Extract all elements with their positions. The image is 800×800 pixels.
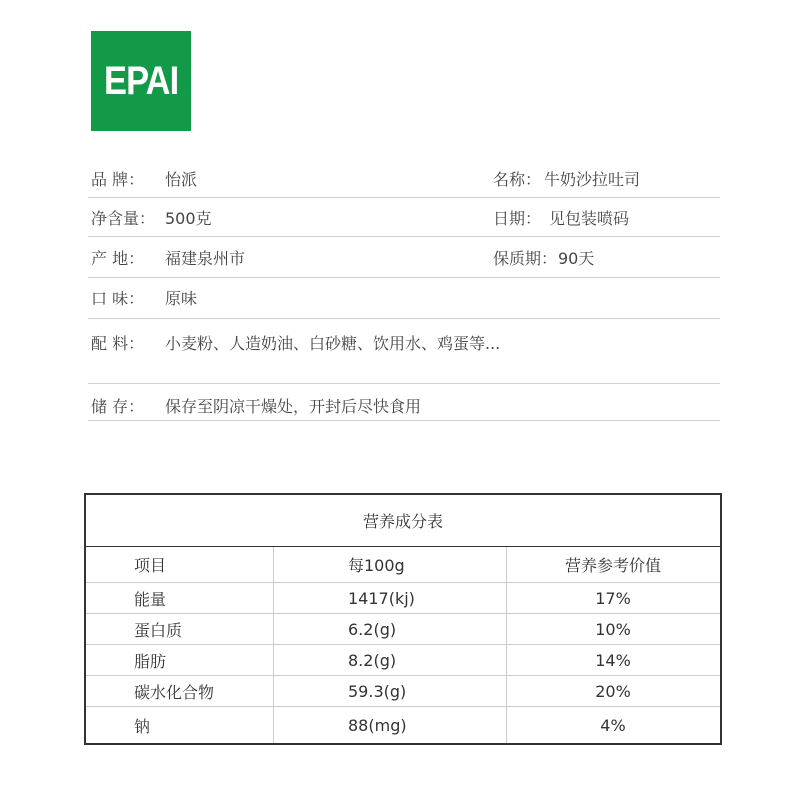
nutrient-nrv: 17% (595, 588, 631, 608)
net-label: 净含量： (91, 209, 156, 228)
nutrient-nrv: 10% (595, 619, 631, 639)
divider (88, 318, 720, 319)
table-row (86, 583, 720, 614)
nutrient-amount: 59.3(g) (348, 681, 407, 701)
table-row (86, 707, 720, 743)
origin-value: 福建泉州市 (165, 249, 246, 268)
flavor-label: 口 味： (91, 289, 145, 308)
nutrient-amount: 8.2(g) (348, 650, 397, 670)
table-row (86, 614, 720, 645)
date-label: 日期： (493, 209, 542, 228)
ingredients-label: 配 料： (91, 334, 145, 353)
nutrient-amount: 88(mg) (348, 715, 407, 735)
logo-text: EPAI (103, 58, 179, 103)
ingredients-value: 小麦粉、人造奶油、白砂糖、饮用水、鸡蛋等... (165, 334, 501, 353)
divider (88, 420, 720, 421)
nutrient-name: 碳水化合物 (134, 682, 215, 702)
divider (88, 236, 720, 237)
net-value: 500克 (165, 209, 212, 228)
divider (88, 277, 720, 278)
nutrition-title: 营养成分表 (86, 495, 720, 547)
origin-label: 产 地： (91, 249, 145, 268)
storage-label: 储 存： (91, 397, 145, 416)
header-per-100g: 每100g (348, 556, 405, 575)
table-row (86, 676, 720, 707)
nutrient-nrv: 20% (595, 681, 631, 701)
nutrient-amount: 6.2(g) (348, 619, 397, 639)
nutrient-nrv: 14% (595, 650, 631, 670)
brand-value: 怡派 (165, 170, 198, 189)
table-row (86, 645, 720, 676)
nutrient-nrv: 4% (600, 715, 626, 735)
nutrient-name: 蛋白质 (134, 620, 183, 640)
flavor-value: 原味 (165, 289, 198, 308)
shelf-value: 90天 (558, 249, 595, 268)
name-value: 牛奶沙拉吐司 (544, 170, 641, 189)
nutrient-name: 能量 (134, 589, 167, 609)
column-divider (506, 547, 507, 743)
divider (88, 383, 720, 384)
brand-logo (91, 31, 191, 131)
header-nrv: 营养参考价值 (564, 556, 661, 575)
nutrient-name: 钠 (134, 716, 151, 736)
nutrient-name: 脂肪 (134, 651, 167, 671)
nutrient-amount: 1417(kj) (348, 588, 415, 608)
divider (88, 197, 720, 198)
nutrition-table (84, 493, 722, 745)
date-value: 见包装喷码 (549, 209, 630, 228)
brand-label: 品 牌： (91, 170, 145, 189)
shelf-label: 保质期： (493, 249, 558, 268)
header-item: 项目 (134, 556, 167, 575)
name-label: 名称： (493, 170, 542, 189)
storage-value: 保存至阴凉干燥处，开封后尽快食用 (165, 397, 422, 416)
nutrition-header-row (86, 547, 720, 583)
column-divider (273, 547, 274, 743)
